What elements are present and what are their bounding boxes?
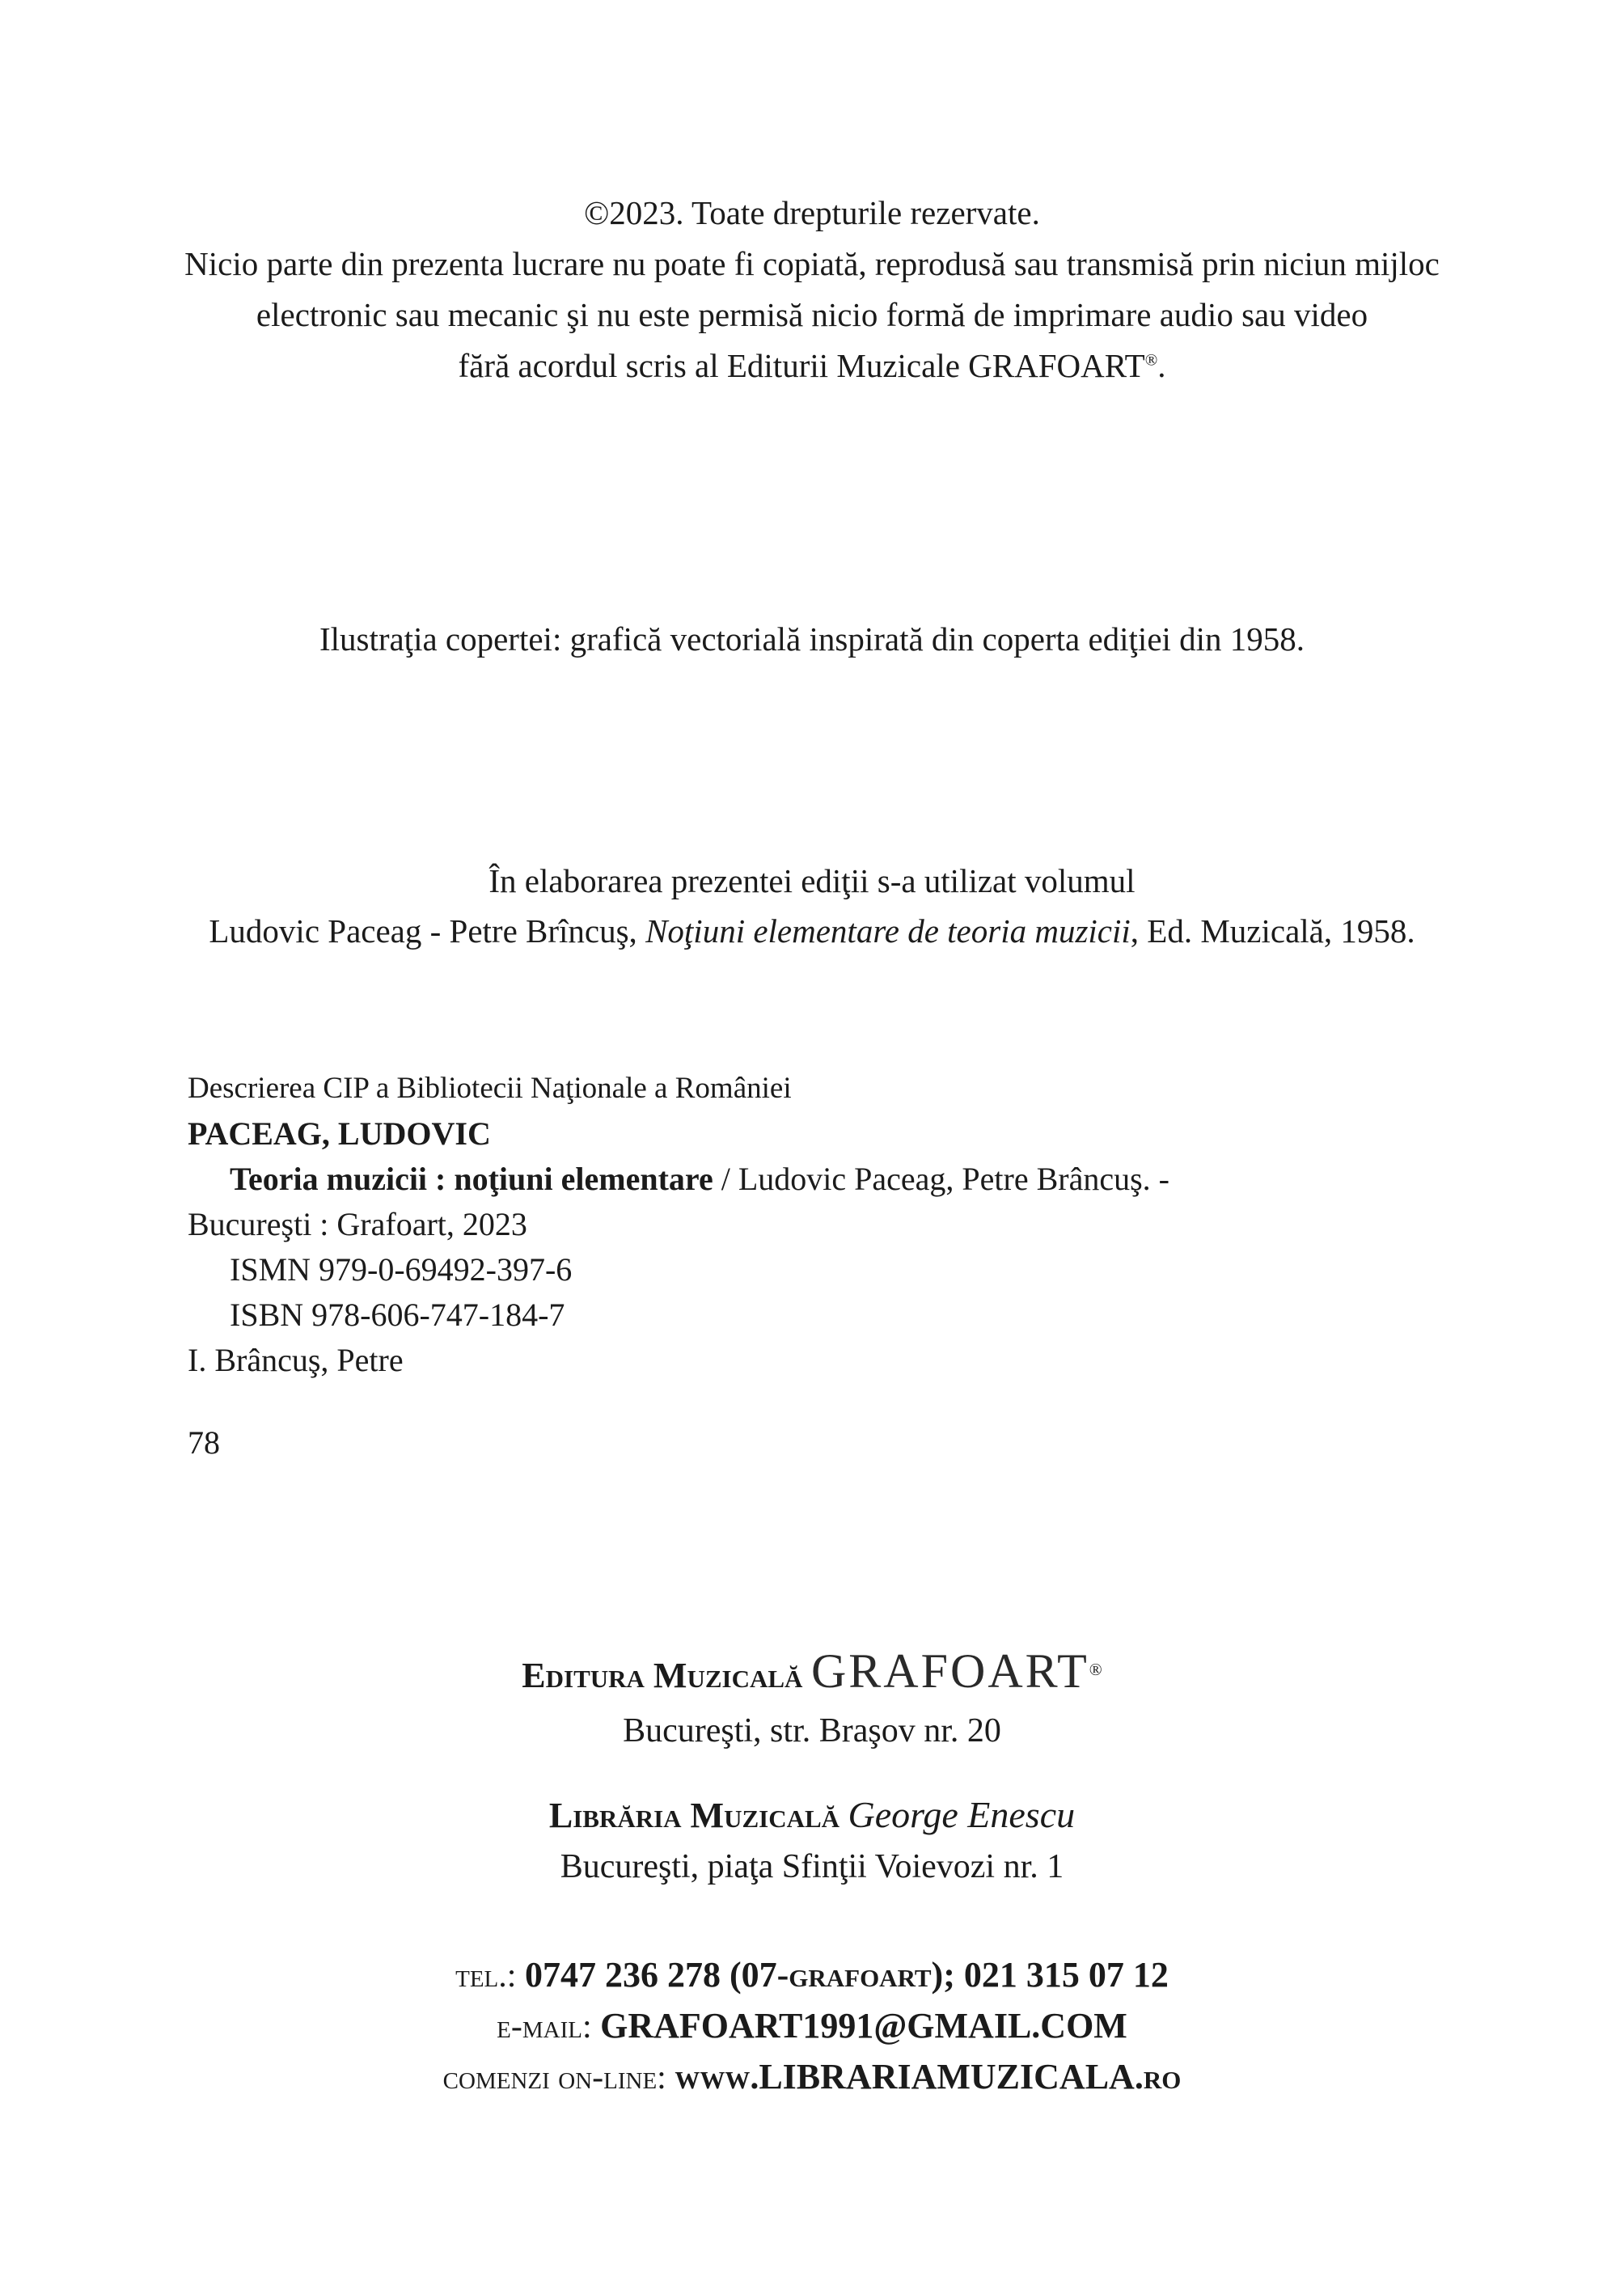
copyright-line-1: ©2023. Toate drepturile rezervate. [584, 194, 1040, 231]
cip-title-bold: Teoria muzicii : noţiuni elementare [230, 1161, 713, 1197]
publisher-brand-name: GRAFOART [810, 1644, 1089, 1698]
copyright-line-4-text: fără acordul scris al Editurii Muzicale GRAFOART [458, 347, 1145, 384]
edition-note-imprint: , Ed. Muzicală, 1958. [1130, 912, 1415, 950]
bookstore-address: Bucureşti, piaţa Sfinţii Voievozi nr. 1 [560, 1848, 1064, 1885]
cip-description-block [188, 1066, 1169, 1466]
copyright-notice [0, 188, 1624, 391]
copyright-line-3: electronic sau mecanic şi nu este permisă nicio formă de imprimare audio sau video [256, 296, 1368, 333]
bookstore-name-line [0, 1790, 1624, 1842]
online-orders-line [0, 2052, 1624, 2103]
email-line [0, 2001, 1624, 2052]
spacer [839, 1798, 848, 1835]
edition-source-note [0, 856, 1624, 956]
registered-trademark-symbol: ® [1144, 351, 1158, 370]
edition-note-book-title: Noţiuni elementare de teoria muzicii [645, 912, 1131, 950]
cip-isbn: ISBN 978-606-747-184-7 [230, 1297, 565, 1333]
publisher-registered-mark: ® [1089, 1660, 1102, 1679]
publisher-label: Editura Muzicală [522, 1656, 803, 1695]
cover-illustration-note: Ilustraţia copertei: grafică vectorială inspirată din coperta ediţiei din 1958. [319, 620, 1305, 658]
publisher-name-line [0, 1642, 1624, 1706]
cip-author: PACEAG, LUDOVIC [188, 1115, 491, 1152]
online-orders-label: comenzi on-line: [442, 2059, 675, 2096]
phone-line [0, 1950, 1624, 2001]
publisher-contact-block [0, 1642, 1624, 2103]
edition-note-line-2 [0, 906, 1624, 956]
edition-note-authors: Ludovic Paceag - Petre Brîncuş, [209, 912, 646, 950]
bookstore-label: Librăria Muzicală [548, 1796, 840, 1835]
edition-note-line-1: În elaborarea prezentei ediţii s-a utilizat volumul [488, 862, 1136, 899]
bookstore-brand-name: George Enescu [848, 1794, 1076, 1835]
copyright-line-2: Nicio parte din prezenta lucrare nu poate fi copiată, reprodusă sau transmisă prin niciun mijloc [184, 245, 1440, 282]
cip-responsibility: I. Brâncuş, Petre [188, 1342, 404, 1378]
cip-title-rest: / Ludovic Paceag, Petre Brâncuş. - [713, 1161, 1169, 1197]
publisher-address: Bucureşti, str. Braşov nr. 20 [623, 1712, 1001, 1749]
copyright-line-4 [0, 341, 1624, 391]
cip-title-line [188, 1157, 1169, 1202]
spacer [802, 1658, 811, 1695]
email-label: e-mail: [497, 2008, 601, 2046]
cip-publisher-line: Bucureşti : Grafoart, 2023 [188, 1206, 527, 1242]
phone-numbers: 0747 236 278 (07-grafoart); 021 315 07 12 [524, 1955, 1169, 1995]
cip-class-number: 78 [188, 1424, 220, 1461]
phone-label: tel.: [455, 1957, 525, 1995]
copyright-line-4-period: . [1157, 347, 1166, 384]
cip-header: Descrierea CIP a Bibliotecii Naţionale a României [188, 1072, 792, 1105]
email-address: GRAFOART1991@GMAIL.COM [600, 2006, 1127, 2046]
cip-ismn: ISMN 979-0-69492-397-6 [230, 1251, 573, 1288]
online-orders-url: www.LIBRARIAMUZICALA.ro [675, 2057, 1182, 2096]
